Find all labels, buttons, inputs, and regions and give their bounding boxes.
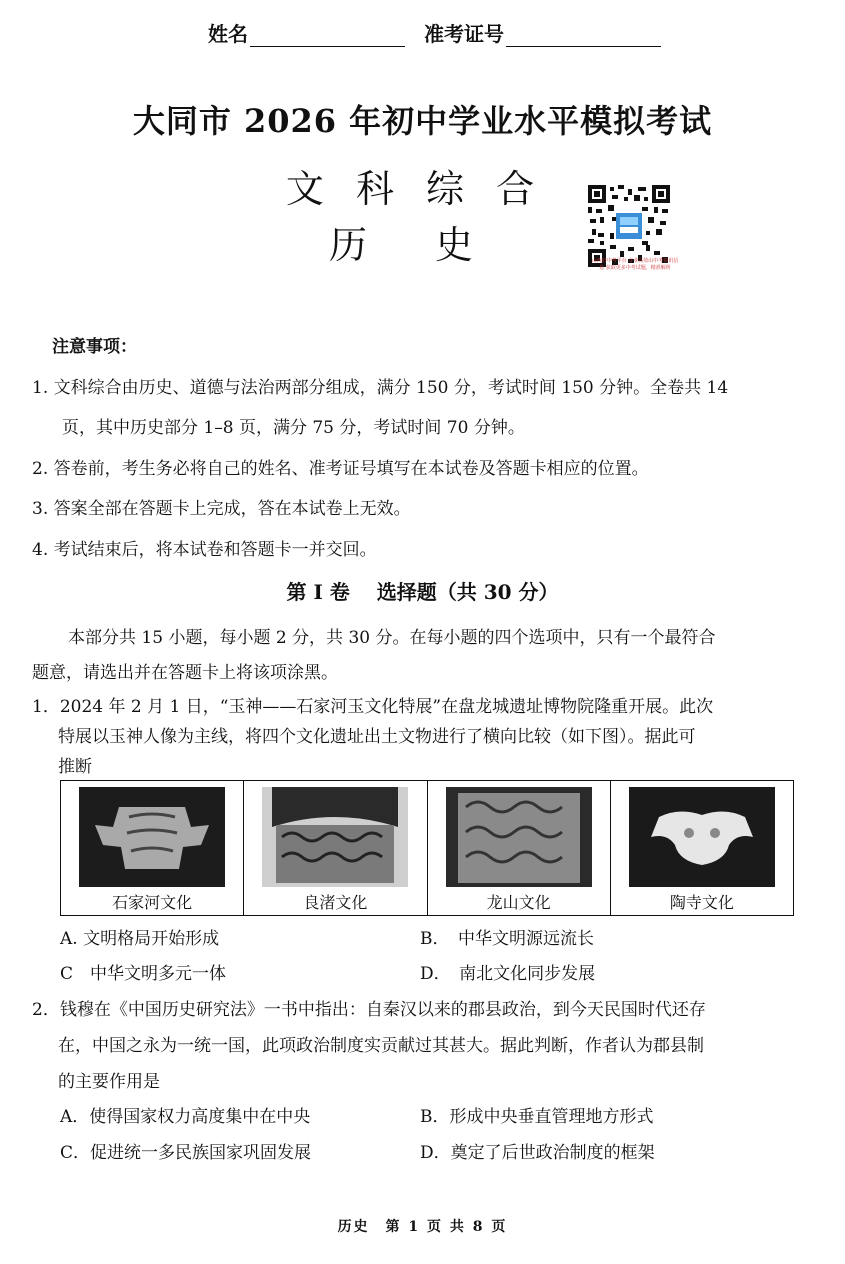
artifact-image-row: [60, 780, 794, 916]
artifact-caption: 石家河文化: [112, 893, 193, 912]
question-1-stem: 推断: [58, 757, 92, 777]
name-blank[interactable]: [250, 26, 405, 47]
option-b[interactable]: B． 中华文明源远流长: [420, 929, 594, 949]
subject-title: 文 科 综 合: [285, 167, 545, 211]
artifact-cell: [244, 781, 427, 915]
artifact-caption: 龙山文化: [486, 893, 551, 912]
page-footer: 历史 第 1 页 共 8 页: [337, 1219, 508, 1235]
option-d[interactable]: D．奠定了后世政治制度的框架: [420, 1143, 655, 1163]
option-a[interactable]: A．使得国家权力高度集中在中央: [60, 1107, 311, 1127]
question-2-stem: 的主要作用是: [58, 1072, 160, 1092]
jade-ornament-image: [629, 787, 775, 887]
option-a[interactable]: A. 文明格局开始形成: [60, 929, 220, 949]
jade-cong-image: [262, 787, 408, 887]
notice-item: 3. 答案全部在答题卡上完成，答在本试卷上无效。: [32, 499, 411, 519]
qr-code-icon: [588, 185, 670, 267]
jade-plaque-image: [446, 787, 592, 887]
artifact-caption: 陶寺文化: [669, 893, 734, 912]
notice-item: 1. 文科综合由历史、道德与法治两部分组成，满分 150 分，考试时间 150 分钟。全卷共 14: [32, 378, 729, 398]
option-b[interactable]: B．形成中央垂直管理地方形式: [420, 1107, 654, 1127]
option-c[interactable]: C 中华文明多元一体: [60, 964, 227, 984]
jade-mask-image: [79, 787, 225, 887]
question-2-stem: 2．钱穆在《中国历史研究法》一书中指出：自秦汉以来的郡县政治，到今天民国时代还存: [32, 1000, 706, 1020]
question-1-stem: 特展以玉神人像为主线，将四个文化遗址出土文物进行了横向比较（如下图）。据此可: [58, 727, 696, 747]
question-2-stem: 在，中国之永为一统一国，此项政治制度实贡献过其甚大。据此判断，作者认为郡县制: [58, 1036, 704, 1056]
option-d[interactable]: D． 南北文化同步发展: [420, 964, 596, 984]
option-c[interactable]: C．促进统一多民族国家巩固发展: [60, 1143, 312, 1163]
name-label: 姓名: [208, 22, 248, 46]
section-intro: 本部分共 15 小题，每小题 2 分，共 30 分。在每小题的四个选项中，只有一个最符合: [68, 628, 716, 648]
artifact-cell: [611, 781, 793, 915]
notice-item: 2. 答卷前，考生务必将自己的姓名、准考证号填写在本试卷及答题卡相应的位置。: [32, 459, 649, 479]
name-field[interactable]: [208, 18, 405, 47]
exam-id-field[interactable]: [424, 18, 661, 47]
notice-item: 4. 考试结束后，将本试卷和答题卡一并交回。: [32, 540, 377, 560]
exam-id-blank[interactable]: [506, 26, 661, 47]
notice-item: 页，其中历史部分 1–8 页，满分 75 分，考试时间 70 分钟。: [62, 418, 525, 438]
section-title: 第 I 卷 选择题（共 30 分）: [286, 580, 559, 604]
question-1-stem: 1．2024 年 2 月 1 日，“玉神——石家河玉文化特展”在盘龙城遗址博物院隆重开展。此次: [32, 697, 714, 717]
artifact-caption: 良渚文化: [303, 893, 368, 912]
artifact-cell: [61, 781, 244, 915]
artifact-cell: [428, 781, 611, 915]
exam-title: 大同市 2026 年初中学业水平模拟考试: [132, 102, 713, 140]
qr-caption: 山西好中考平台 专业高效山中考资讯信息 获取更多中考试题，精准解析: [591, 258, 679, 271]
notice-heading: 注意事项：: [52, 337, 137, 357]
section-intro: 题意，请选出并在答题卡上将该项涂黑。: [32, 663, 338, 683]
sub-subject-title: 历 史: [328, 223, 502, 267]
exam-id-label: 准考证号: [424, 22, 504, 46]
